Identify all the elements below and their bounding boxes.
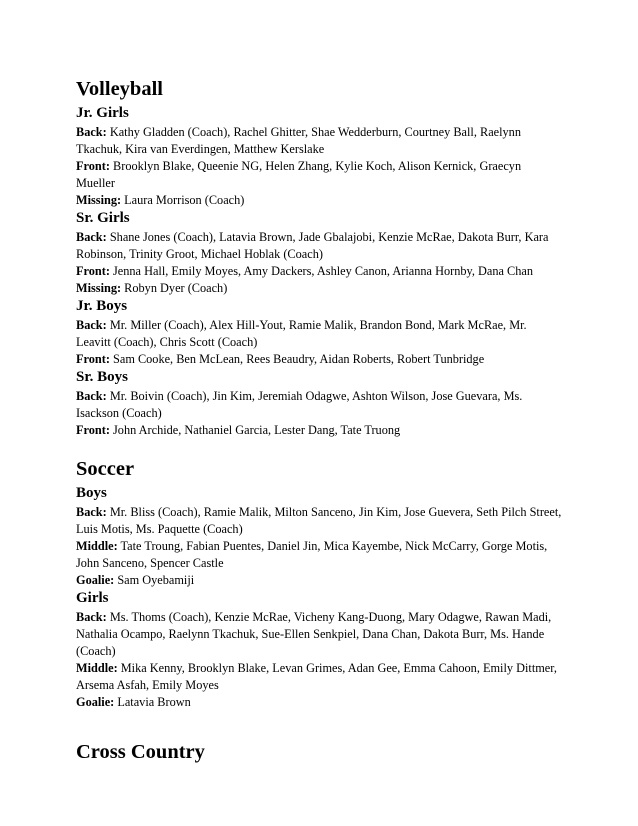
row-text: Laura Morrison (Coach) [124, 193, 245, 207]
row-label: Back: [76, 318, 107, 332]
group-title: Sr. Boys [76, 369, 128, 385]
roster-row [76, 351, 562, 368]
row-label: Front: [76, 264, 110, 278]
roster-row [76, 263, 562, 280]
group-title: Jr. Girls [76, 105, 129, 121]
row-label: Middle: [76, 539, 118, 553]
row-label: Back: [76, 610, 107, 624]
row-label: Missing: [76, 281, 122, 295]
row-label: Front: [76, 423, 110, 437]
row-label: Front: [76, 159, 110, 173]
roster-row [76, 504, 562, 538]
section-title: Cross Country [76, 741, 205, 763]
roster-row [76, 192, 562, 209]
row-text: Shane Jones (Coach), Latavia Brown, Jade Gbalajobi, Kenzie McRae, Dakota Burr, Kara Robinson, Trinity Groot, Michael Hoblak (Coach) [76, 230, 549, 261]
group-title: Jr. Boys [76, 298, 128, 314]
group-sr-girls [76, 209, 562, 297]
row-text: Kathy Gladden (Coach), Rachel Ghitter, Shae Wedderburn, Courtney Ball, Raelynn Tkachuk, Kira van Everdingen, Matthew Kerslake [76, 125, 521, 156]
roster-row [76, 229, 562, 263]
roster-row [76, 422, 562, 439]
row-label: Back: [76, 125, 107, 139]
row-label: Front: [76, 352, 110, 366]
roster-row [76, 124, 562, 158]
row-label: Goalie: [76, 695, 115, 709]
row-text: Mr. Boivin (Coach), Jin Kim, Jeremiah Odagwe, Ashton Wilson, Jose Guevara, Ms. Isackson (Coach) [76, 389, 523, 420]
roster-row [76, 388, 562, 422]
row-text: Mr. Bliss (Coach), Ramie Malik, Milton Sanceno, Jin Kim, Jose Guevera, Seth Pilch Street, Luis Motis, Ms. Paquette (Coach) [76, 505, 562, 536]
group-jr-girls [76, 104, 562, 209]
group-title: Sr. Girls [76, 210, 130, 226]
row-text: Mika Kenny, Brooklyn Blake, Levan Grimes, Adan Gee, Emma Cahoon, Emily Dittmer, Arsema Asfah, Emily Moyes [76, 661, 557, 692]
row-text: Sam Cooke, Ben McLean, Rees Beaudry, Aidan Roberts, Robert Tunbridge [113, 352, 485, 366]
roster-row [76, 694, 562, 711]
group-girls [76, 589, 562, 711]
roster-row [76, 572, 562, 589]
row-label: Back: [76, 389, 107, 403]
roster-row [76, 317, 562, 351]
roster-row [76, 609, 562, 660]
row-label: Back: [76, 505, 107, 519]
row-label: Missing: [76, 193, 122, 207]
row-text: Sam Oyebamiji [117, 573, 195, 587]
group-title: Boys [76, 485, 107, 501]
section-title: Soccer [76, 458, 135, 480]
row-text: Ms. Thoms (Coach), Kenzie McRae, Vicheny Kang-Duong, Mary Odagwe, Rawan Madi, Nathalia Ocampo, Raelynn Tkachuk, Sue-Ellen Senkpiel, Dana Chan, Dakota Burr, Ms. Hande (Coach) [76, 610, 552, 658]
row-text: Robyn Dyer (Coach) [124, 281, 228, 295]
row-text: Tate Troung, Fabian Puentes, Daniel Jin, Mica Kayembe, Nick McCarry, Gorge Motis, John Sanceno, Spencer Castle [76, 539, 548, 570]
row-text: Jenna Hall, Emily Moyes, Amy Dackers, Ashley Canon, Arianna Hornby, Dana Chan [113, 264, 533, 278]
row-label: Back: [76, 230, 107, 244]
group-jr-boys [76, 297, 562, 368]
section-volleyball [76, 76, 562, 439]
section-title: Volleyball [76, 78, 163, 100]
group-sr-boys [76, 368, 562, 439]
row-label: Middle: [76, 661, 118, 675]
roster-row [76, 538, 562, 572]
group-boys [76, 484, 562, 589]
row-text: Latavia Brown [117, 695, 191, 709]
section-cross-country [76, 739, 562, 765]
roster-row [76, 660, 562, 694]
row-text: Mr. Miller (Coach), Alex Hill-Yout, Ramie Malik, Brandon Bond, Mark McRae, Mr. Leavitt (Coach), Chris Scott (Coach) [76, 318, 527, 349]
row-label: Goalie: [76, 573, 115, 587]
group-title: Girls [76, 590, 109, 606]
roster-row [76, 158, 562, 192]
roster-row [76, 280, 562, 297]
section-soccer [76, 456, 562, 711]
row-text: John Archide, Nathaniel Garcia, Lester Dang, Tate Truong [113, 423, 401, 437]
row-text: Brooklyn Blake, Queenie NG, Helen Zhang, Kylie Koch, Alison Kernick, Graecyn Mueller [76, 159, 522, 190]
